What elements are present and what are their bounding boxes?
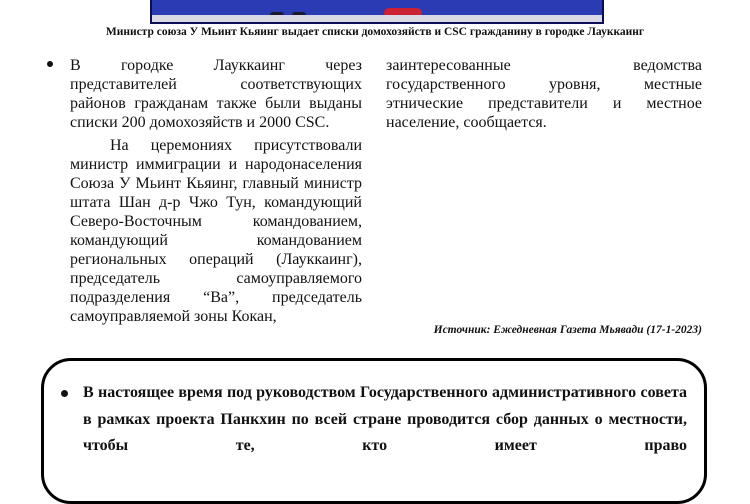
bullet-paragraph: В городке Лауккаинг через представителей соответствующих районов гражданам также были выданы списки 200 домохозяйств и 2000 CSC. — [70, 57, 362, 131]
bullet-icon — [61, 390, 68, 397]
photo-caption: Министр союза У Мьинт Кьяинг выдает списки домохозяйств и CSC гражданину в городке Лауккаинг — [105, 26, 645, 38]
body-paragraph: На церемониях присутствовали министр иммиграции и народонаселения Союза У Мьинт Кьяинг, главный министр штата Шан д-р Чжо Тун, командующий Северо-Восточным командованием, командующий командованием региональных операций (Лауккаинг), председатель самоуправляемого подразделения “Ва”, председатель самоуправляемой зоны Кокан, — [70, 137, 362, 325]
photo-strip — [150, 0, 604, 24]
callout-text: В настоящее время под руководством Государственного административного совета в рамках проекта Панкхин по всей стране проводится сбор данных о местности, чтобы те, кто имеет право — [83, 384, 687, 454]
right-column — [386, 56, 702, 132]
body-paragraph-continued: заинтересованные ведомства государственного уровня, местные этнические представители и местное население, сообщается. — [386, 57, 702, 131]
bullet-icon — [47, 61, 53, 67]
source-line: Источник: Ежедневная Газета Мьявади (17-1-2023) — [433, 324, 702, 336]
left-column — [70, 56, 362, 326]
photo-floor — [152, 15, 602, 22]
